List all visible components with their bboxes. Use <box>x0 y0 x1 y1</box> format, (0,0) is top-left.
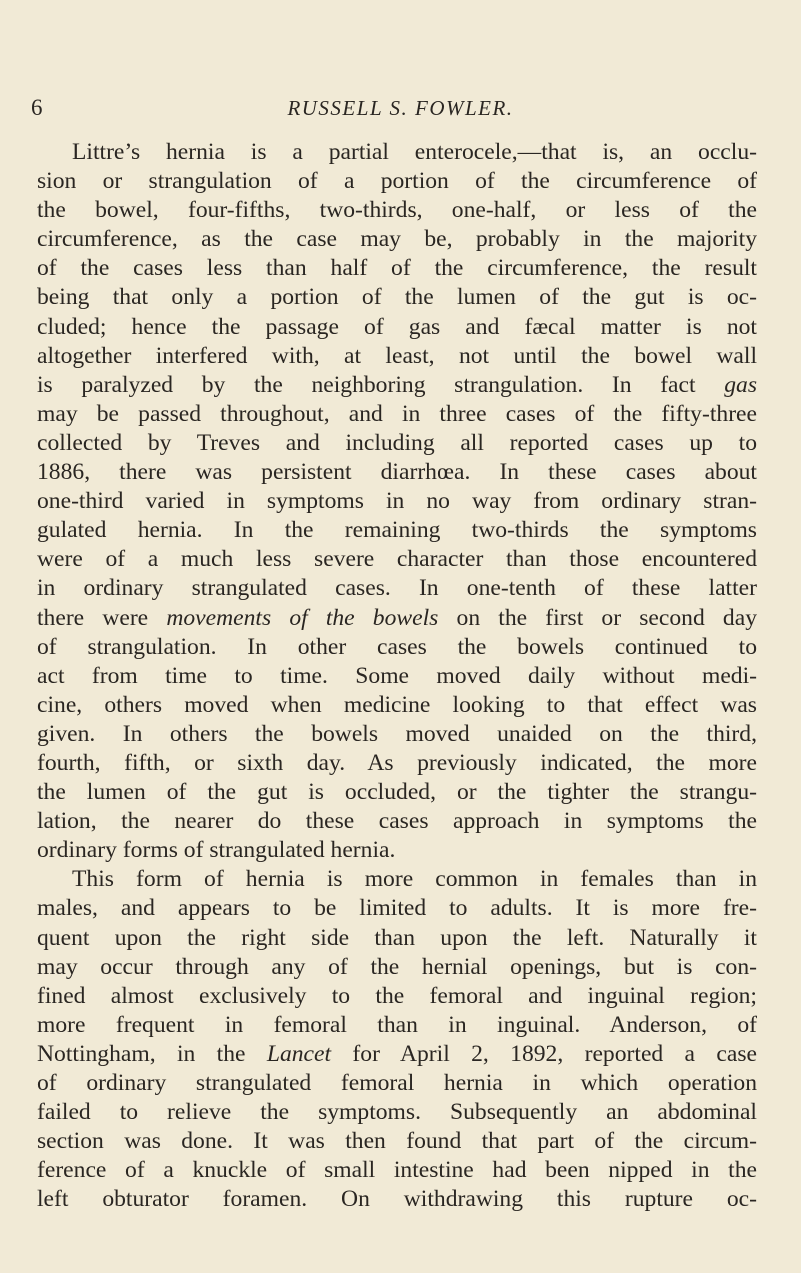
text-line: collected by Treves and including all reported cases up to <box>37 429 757 456</box>
text-line: Littre’s hernia is a partial enterocele,—that is, an occlu- <box>72 139 757 165</box>
text-line: males, and appears to be limited to adults. It is more fre- <box>37 895 757 922</box>
text-line: one-third varied in symptoms in no way from ordinary stran- <box>37 488 757 515</box>
text-line: fined almost exclusively to the femoral and inguinal region; <box>37 982 757 1009</box>
text-line: lation, the nearer do these cases approach in symptoms the <box>37 808 757 835</box>
running-head: RUSSELL S. FOWLER. <box>287 96 514 120</box>
text-line: is paralyzed by the neighboring strangulation. In fact gas <box>37 371 757 398</box>
text-line: of the cases less than half of the circumference, the result <box>37 255 757 282</box>
text-line: the bowel, four-fifths, two-thirds, one-half, or less of the <box>37 197 757 224</box>
text-line: in ordinary strangulated cases. In one-tenth of these latter <box>37 575 757 602</box>
text-line: were of a much less severe character than those encountered <box>37 546 757 573</box>
text-line: section was done. It was then found that part of the circum- <box>37 1128 757 1155</box>
paragraph-2 <box>37 865 757 1214</box>
text-line: quent upon the right side than upon the left. Naturally it <box>37 924 757 951</box>
text-line: fourth, fifth, or sixth day. As previously indicated, the more <box>37 749 757 776</box>
text-line: cine, others moved when medicine looking to that effect was <box>37 691 757 718</box>
text-line: ference of a knuckle of small intestine had been nipped in the <box>37 1157 757 1184</box>
paragraph-1 <box>37 138 757 865</box>
text-line: sion or strangulation of a portion of the circumference of <box>37 168 757 195</box>
text-line: left obturator foramen. On withdrawing this rupture oc- <box>37 1186 757 1213</box>
italic-movements: movements of the bowels <box>166 604 439 631</box>
italic-gas: gas <box>724 371 757 398</box>
text-line: gulated hernia. In the remaining two-thirds the symptoms <box>37 517 757 544</box>
text-line: This form of hernia is more common in females than in <box>72 866 757 893</box>
text-line: act from time to time. Some moved daily without medi- <box>37 662 757 689</box>
text-line: ordinary forms of strangulated hernia. <box>37 837 396 864</box>
text-line: altogether interfered with, at least, not until the bowel wall <box>37 342 757 369</box>
text-line: of ordinary strangulated femoral hernia in which operation <box>37 1070 757 1096</box>
text-line: Nottingham, in the Lancet for April 2, 1892, reported a case <box>37 1040 757 1067</box>
text-line: may occur through any of the hernial openings, but is con- <box>37 953 757 980</box>
text-line: being that only a portion of the lumen of the gut is oc- <box>37 284 757 311</box>
text-line: circumference, as the case may be, probably in the majority <box>37 226 757 253</box>
text-line: there were movements of the bowels on the first or second day <box>37 604 757 631</box>
text-line: of strangulation. In other cases the bowels continued to <box>37 633 757 660</box>
text-line: may be passed throughout, and in three cases of the fifty-three <box>37 400 757 427</box>
text-line: 1886, there was persistent diarrhœa. In these cases about <box>37 459 757 486</box>
text-line: cluded; hence the passage of gas and fæcal matter is not <box>37 313 757 340</box>
text-line: more frequent in femoral than in inguinal. Anderson, of <box>37 1011 757 1038</box>
text-line: the lumen of the gut is occluded, or the tighter the strangu- <box>37 779 757 806</box>
text-line: given. In others the bowels moved unaided on the third, <box>37 720 757 747</box>
page-number: 6 <box>31 95 43 120</box>
italic-lancet: Lancet <box>266 1040 332 1067</box>
body-text <box>37 138 757 1214</box>
text-line: failed to relieve the symptoms. Subsequently an abdominal <box>37 1099 757 1126</box>
